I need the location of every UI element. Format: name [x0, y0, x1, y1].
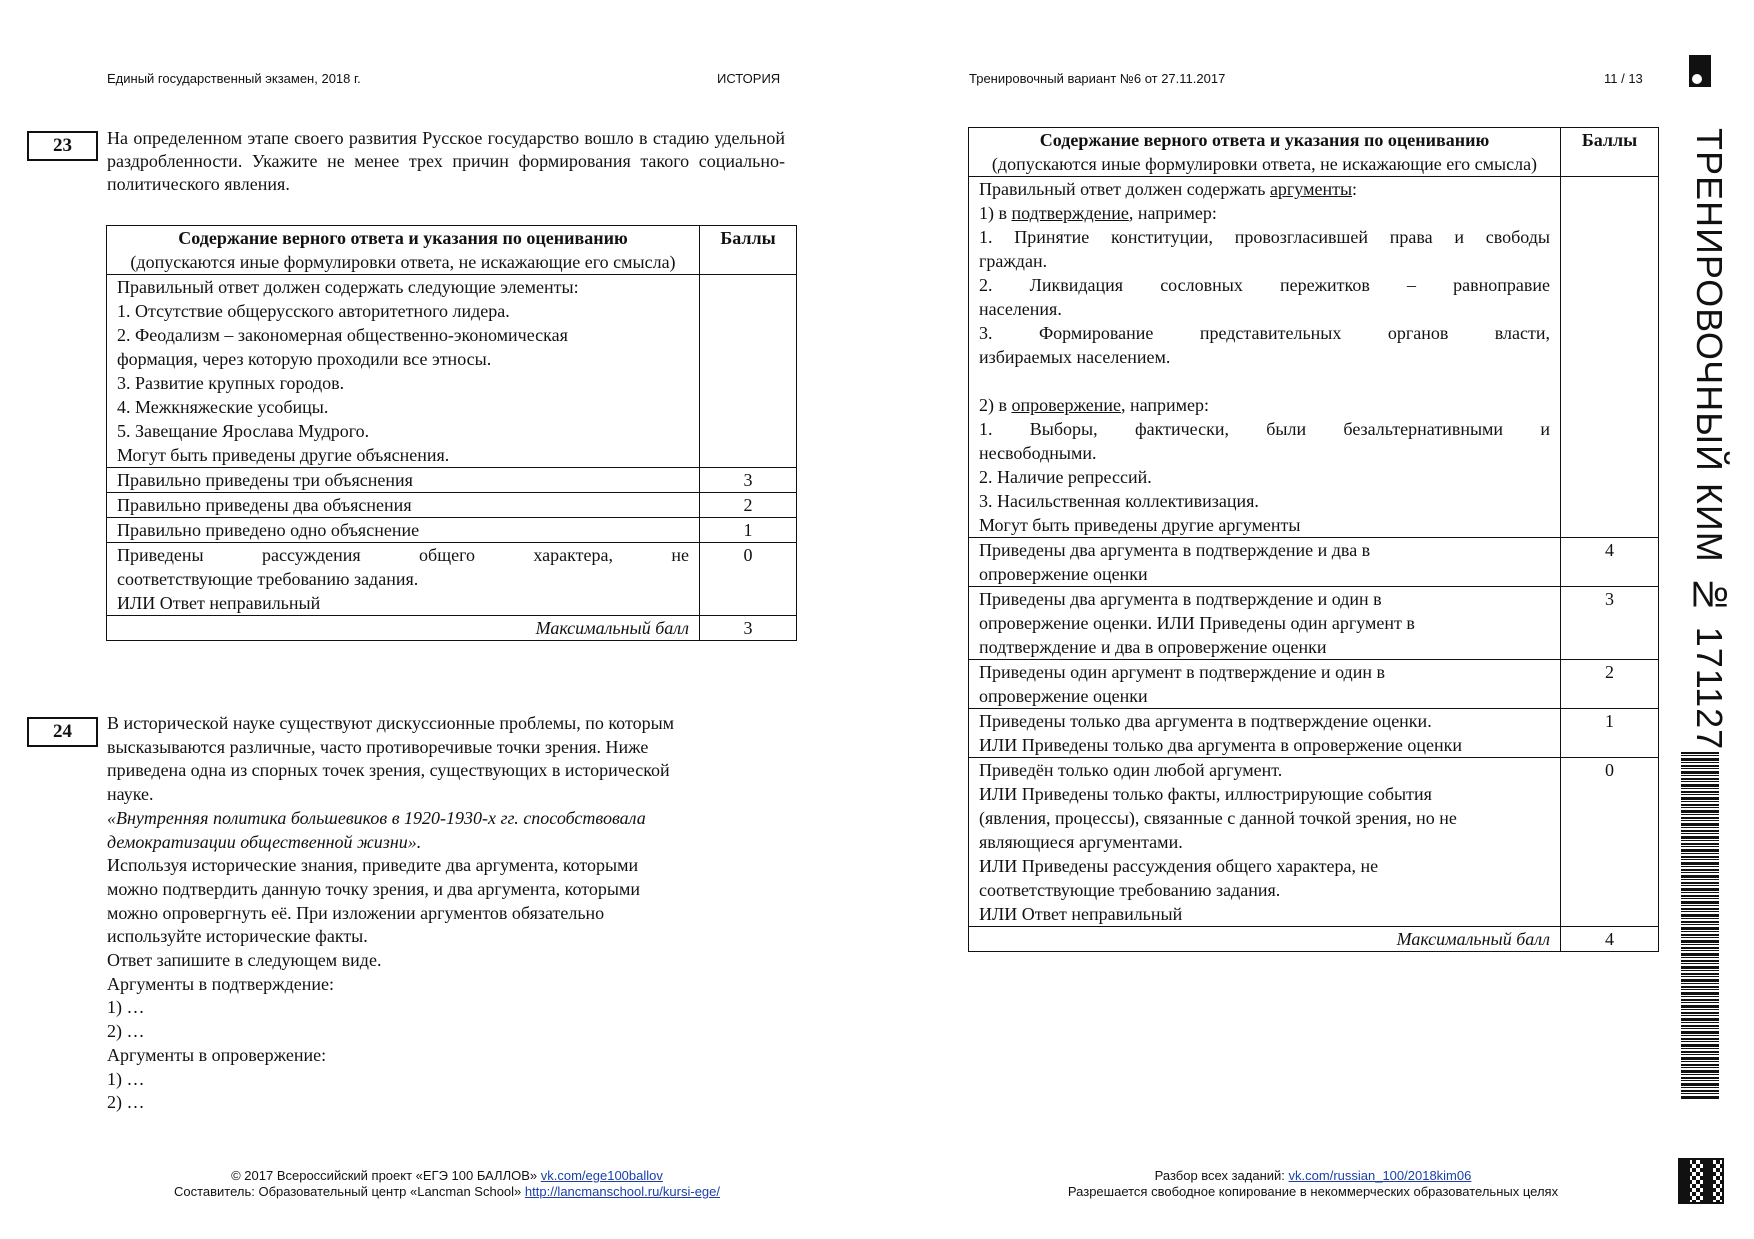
criterion-score: 1	[700, 518, 797, 543]
criterion-line: ИЛИ Приведены рассуждения общего характера, не	[979, 856, 1379, 876]
question-23-text: На определенном этапе своего развития Русское государство вошло в стадию удельной раздробленности. Укажите не менее трех причин формирования такого социально-политического явления.	[107, 128, 785, 194]
q23-answer-content	[107, 275, 700, 468]
q24-quote: демократизации общественной жизни».	[107, 831, 422, 852]
barcode-icon	[1681, 752, 1719, 1100]
criterion-line: Приведены два аргумента в подтверждение и два в	[979, 540, 1371, 560]
q23-content-line: 4. Межкняжеские усобицы.	[117, 397, 329, 417]
question-24-text	[107, 712, 787, 1115]
criterion-score: 1	[1561, 709, 1659, 758]
variant-label: Тренировочный вариант №6 от 27.11.2017	[969, 71, 1226, 86]
criterion-line: Приведены два аргумента в подтверждение и один в	[979, 589, 1382, 609]
q24-quote: «Внутренняя политика большевиков в 1920-1930-х гг. способствовала	[107, 807, 646, 828]
content-underlined: подтверждение	[1011, 203, 1129, 223]
criterion-line: Приведены один аргумент в подтверждение и один в	[979, 662, 1385, 682]
footer-text: Разбор всех заданий:	[1154, 1168, 1289, 1183]
criterion-line: (явления, процессы), связанные с данной точкой зрения, но не	[979, 808, 1457, 828]
q24-head-score: Баллы	[1561, 128, 1659, 177]
max-score-value: 4	[1561, 927, 1659, 952]
q23-content-line: 1. Отсутствие общерусского авторитетного лидера.	[117, 301, 510, 321]
content-line: избираемых населением.	[979, 347, 1171, 367]
q24-task-line: Аргументы в подтверждение:	[107, 973, 334, 994]
criterion-score: 0	[1561, 758, 1659, 927]
criterion-text: Правильно приведено одно объяснение	[107, 518, 700, 543]
criterion-score: 3	[1561, 587, 1659, 660]
q24-task-line: 2) …	[107, 1092, 145, 1113]
content-text: :	[1352, 179, 1358, 199]
criterion-text	[969, 538, 1561, 587]
criterion-line: Приведены рассуждения общего характера, не	[117, 545, 689, 565]
q24-line: науке.	[107, 784, 154, 805]
criterion-line: ИЛИ Приведены только два аргумента в опровержение оценки	[979, 735, 1462, 755]
q24-task-line: можно подтвердить данную точку зрения, и два аргумента, которыми	[107, 878, 640, 899]
criterion-text	[107, 543, 700, 616]
criterion-line: опровержение оценки	[979, 564, 1148, 584]
criterion-line: опровержение оценки	[979, 686, 1148, 706]
q24-answer-content	[969, 177, 1561, 538]
content-line: Могут быть приведены другие аргументы	[979, 515, 1301, 535]
criterion-line: соответствующие требованию задания.	[979, 880, 1281, 900]
content-line: 2. Наличие репрессий.	[979, 467, 1152, 487]
criterion-line: ИЛИ Ответ неправильный	[979, 904, 1183, 924]
footer-left	[107, 1168, 787, 1200]
table-row	[969, 660, 1659, 709]
q24-head-title: Содержание верного ответа и указания по оцениванию	[1039, 130, 1490, 150]
q23-head-score: Баллы	[700, 226, 797, 275]
q24-line: приведена одна из спорных точек зрения, существующих в исторической	[107, 760, 670, 781]
q24-task-line: 1) …	[107, 1068, 145, 1089]
q23-answer-table	[106, 225, 797, 641]
q23-content-line: 2. Феодализм – закономерная общественно-экономическая	[117, 325, 568, 345]
q23-content-line: Правильный ответ должен содержать следующие элементы:	[117, 277, 579, 297]
table-row	[969, 587, 1659, 660]
criterion-line: подтверждение и два в опровержение оценки	[979, 637, 1327, 657]
criterion-text	[969, 587, 1561, 660]
criterion-line: Приведён только один любой аргумент.	[979, 760, 1283, 780]
footer-right	[968, 1168, 1658, 1200]
footer-copy-notice: Разрешается свободное копирование в некоммерческих образовательных целях	[1067, 1184, 1559, 1199]
content-text: , например:	[1128, 203, 1217, 223]
q23-content-line: 3. Развитие крупных городов.	[117, 373, 345, 393]
criterion-text	[969, 709, 1561, 758]
content-line: 1. Принятие конституции, провозгласившей права и свободы	[979, 227, 1550, 247]
q24-task-line: 2) …	[107, 1021, 145, 1042]
q24-task-line: Ответ запишите в следующем виде.	[107, 950, 382, 971]
content-line: 3. Насильственная коллективизация.	[979, 491, 1259, 511]
content-line: 1. Выборы, фактически, были безальтернативными и	[979, 419, 1550, 439]
criterion-line: ИЛИ Приведены только факты, иллюстрирующие события	[979, 784, 1432, 804]
content-text: 1) в	[979, 203, 1012, 223]
q24-answer-table	[968, 127, 1659, 952]
subject-label: ИСТОРИЯ	[717, 71, 781, 86]
question-number-24: 24	[27, 717, 98, 747]
q24-head-note: (допускаются иные формулировки ответа, не искажающие его смысла)	[991, 154, 1538, 174]
table-row	[969, 538, 1659, 587]
page-corner-mark-icon	[1689, 55, 1711, 87]
table-row	[107, 543, 797, 616]
footer-text: Составитель: Образовательный центр «Lancman School»	[173, 1184, 525, 1199]
question-number-23: 23	[27, 131, 98, 161]
table-row	[107, 518, 797, 543]
footer-text: © 2017 Всероссийский проект «ЕГЭ 100 БАЛЛОВ»	[231, 1168, 541, 1183]
content-line: граждан.	[979, 251, 1048, 271]
q24-line: В исторической науке существуют дискуссионные проблемы, по которым	[107, 713, 675, 733]
criterion-text: Правильно приведены три объяснения	[107, 468, 700, 493]
table-row	[107, 493, 797, 518]
criterion-text	[969, 758, 1561, 927]
content-underlined: аргументы	[1269, 179, 1353, 199]
qr-code-icon	[1678, 1158, 1724, 1204]
content-line: населения.	[979, 299, 1062, 319]
content-line: 2. Ликвидация сословных пережитков – равноправие	[979, 275, 1550, 295]
criterion-score: 3	[700, 468, 797, 493]
table-row	[107, 468, 797, 493]
q23-head-note: (допускаются иные формулировки ответа, не искажающие его смысла)	[130, 252, 676, 272]
page-number: 11 / 13	[1604, 71, 1643, 86]
content-text: , например:	[1120, 395, 1209, 415]
criterion-line: опровержение оценки. ИЛИ Приведены один аргумент в	[979, 613, 1415, 633]
footer-link-vk[interactable]: vk.com/ege100ballov	[540, 1168, 663, 1183]
q23-content-line: формация, через которую проходили все этносы.	[117, 349, 492, 369]
vertical-kim-title: ТРЕНИРОВОЧНЫЙ КИМ № 171127	[1689, 128, 1730, 751]
criterion-score: 4	[1561, 538, 1659, 587]
content-text: 2) в	[979, 395, 1012, 415]
content-line: несвободными.	[979, 443, 1097, 463]
q24-line: высказываются различные, часто противоречивые точки зрения. Ниже	[107, 736, 649, 757]
exam-title: Единый государственный экзамен, 2018 г.	[107, 71, 361, 86]
criterion-text	[969, 660, 1561, 709]
content-underlined: опровержение	[1011, 395, 1121, 415]
q24-task-line: Используя исторические знания, приведите два аргумента, которыми	[107, 855, 639, 876]
criterion-text: Правильно приведены два объяснения	[107, 493, 700, 518]
content-text: Правильный ответ должен содержать	[979, 179, 1270, 199]
criterion-score: 2	[700, 493, 797, 518]
content-line: 3. Формирование представительных органов власти,	[979, 323, 1550, 343]
q23-content-line: 5. Завещание Ярослава Мудрого.	[117, 421, 370, 441]
criterion-line: ИЛИ Ответ неправильный	[117, 593, 321, 613]
q24-task-line: можно опровергнуть её. При изложении аргументов обязательно	[107, 902, 605, 923]
q23-head-title: Содержание верного ответа и указания по оцениванию	[178, 228, 628, 248]
max-score-label: Максимальный балл	[107, 616, 700, 641]
criterion-score: 2	[1561, 660, 1659, 709]
footer-link-lancman[interactable]: http://lancmanschool.ru/kursi-ege/	[524, 1184, 721, 1199]
criterion-line: соответствующие требованию задания.	[117, 569, 419, 589]
max-score-row	[107, 616, 797, 641]
max-score-value: 3	[700, 616, 797, 641]
max-score-row	[969, 927, 1659, 952]
table-row	[969, 758, 1659, 927]
q24-task-line: используйте исторические факты.	[107, 926, 368, 947]
criterion-score: 0	[700, 543, 797, 616]
criterion-line: Приведены только два аргумента в подтверждение оценки.	[979, 711, 1432, 731]
q24-task-line: 1) …	[107, 997, 145, 1018]
q23-content-line: Могут быть приведены другие объяснения.	[117, 445, 450, 465]
criterion-line: являющиеся аргументами.	[979, 832, 1183, 852]
max-score-label: Максимальный балл	[969, 927, 1561, 952]
footer-link-analysis[interactable]: vk.com/russian_100/2018kim06	[1288, 1168, 1472, 1183]
table-row	[969, 709, 1659, 758]
q24-task-line: Аргументы в опровержение:	[107, 1044, 327, 1065]
